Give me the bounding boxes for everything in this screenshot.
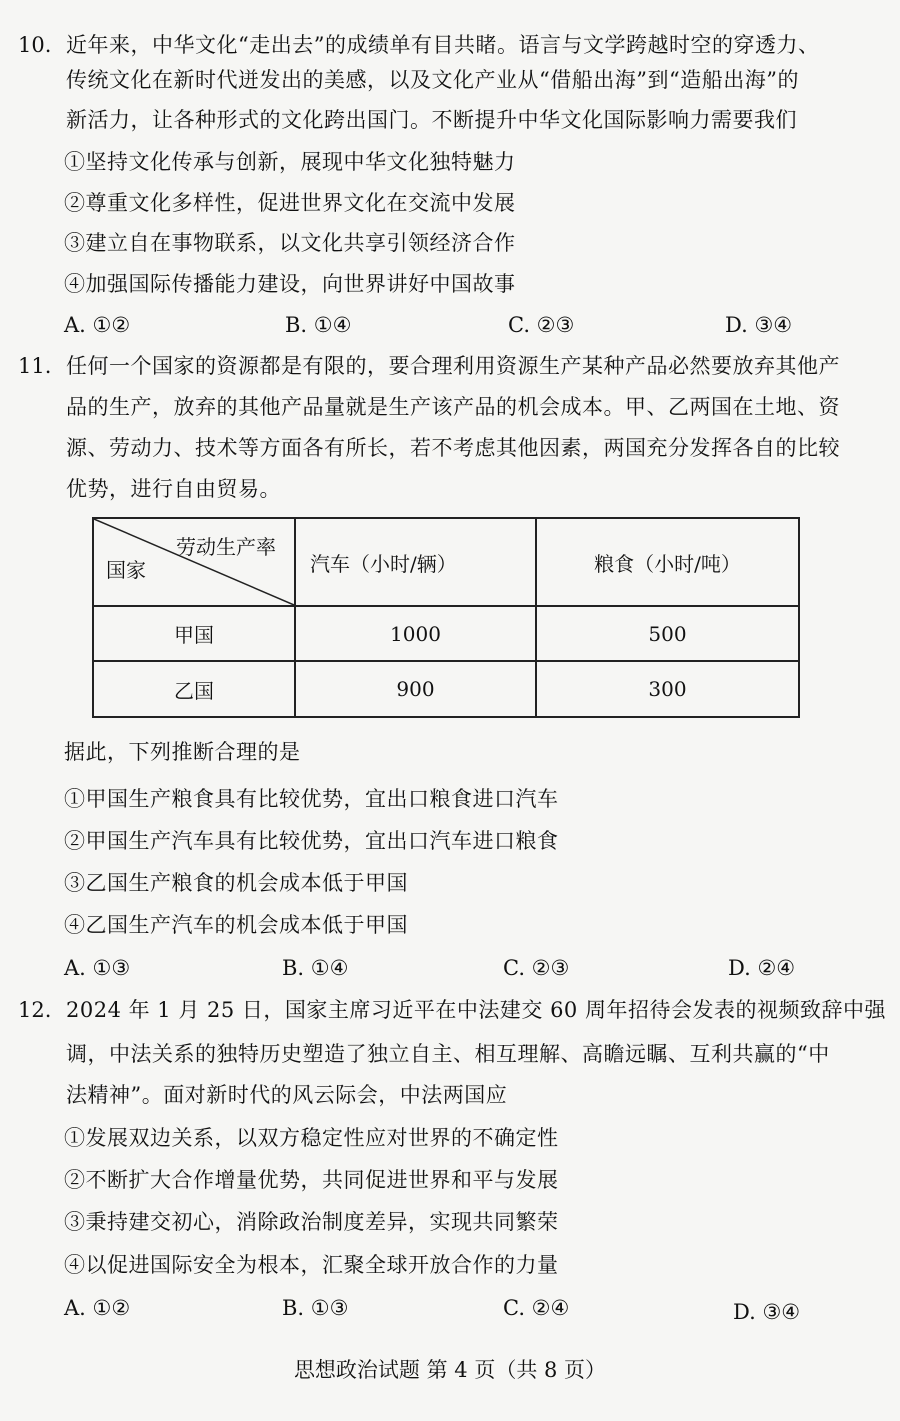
answer-option-b: B. ①④ xyxy=(282,956,349,980)
cell-car: 900 xyxy=(295,661,536,717)
page-footer: 思想政治试题 第 4 页（共 8 页） xyxy=(293,1358,607,1382)
statement-item: ②尊重文化多样性，促进世界文化在交流中发展 xyxy=(64,191,516,215)
table-corner-cell xyxy=(93,518,295,606)
corner-header-bottom: 国家 xyxy=(106,558,146,582)
row-country: 乙国 xyxy=(93,661,295,717)
question-text-line: 法精神”。面对新时代的风云际会，中法两国应 xyxy=(66,1083,508,1107)
question-number: 12. xyxy=(18,998,52,1022)
question-text-line: 2024 年 1 月 25 日，国家主席习近平在中法建交 60 周年招待会发表的视频致辞中强 xyxy=(66,998,886,1022)
question-text-line: 源、劳动力、技术等方面各有所长，若不考虑其他因素，两国充分发挥各自的比较 xyxy=(66,436,840,460)
productivity-table xyxy=(92,517,800,718)
table-row xyxy=(93,661,799,717)
question-prompt: 据此，下列推断合理的是 xyxy=(64,740,301,764)
cell-grain: 500 xyxy=(536,606,799,661)
statement-item: ③乙国生产粮食的机会成本低于甲国 xyxy=(64,871,408,895)
question-number: 10. xyxy=(18,33,52,57)
column-header-car: 汽车（小时/辆） xyxy=(295,518,536,606)
cell-car: 1000 xyxy=(295,606,536,661)
table-row xyxy=(93,606,799,661)
statement-item: ②甲国生产汽车具有比较优势，宜出口汽车进口粮食 xyxy=(64,829,559,853)
statement-item: ④加强国际传播能力建设，向世界讲好中国故事 xyxy=(64,272,516,296)
statement-item: ③秉持建交初心，消除政治制度差异，实现共同繁荣 xyxy=(64,1210,559,1234)
answer-option-c: C. ②③ xyxy=(503,956,570,980)
answer-option-d: D. ③④ xyxy=(733,1300,801,1324)
statement-item: ①发展双边关系，以双方稳定性应对世界的不确定性 xyxy=(64,1126,559,1150)
answer-option-c: C. ②③ xyxy=(508,313,575,337)
column-header-grain: 粮食（小时/吨） xyxy=(536,518,799,606)
question-number: 11. xyxy=(18,354,52,378)
answer-option-b: B. ①③ xyxy=(282,1296,349,1320)
question-text-line: 传统文化在新时代迸发出的美感，以及文化产业从“借船出海”到“造船出海”的 xyxy=(66,68,799,92)
question-text-line: 新活力，让各种形式的文化跨出国门。不断提升中华文化国际影响力需要我们 xyxy=(66,108,797,132)
answer-option-c: C. ②④ xyxy=(503,1296,570,1320)
answer-option-d: D. ③④ xyxy=(725,313,793,337)
question-text-line: 优势，进行自由贸易。 xyxy=(66,477,281,501)
answer-option-a: A. ①③ xyxy=(64,956,131,980)
cell-grain: 300 xyxy=(536,661,799,717)
question-text-line: 近年来，中华文化“走出去”的成绩单有目共睹。语言与文学跨越时空的穿透力、 xyxy=(66,33,820,57)
corner-header-top: 劳动生产率 xyxy=(176,535,276,559)
statement-item: ①甲国生产粮食具有比较优势，宜出口粮食进口汽车 xyxy=(64,787,559,811)
statement-item: ①坚持文化传承与创新，展现中华文化独特魅力 xyxy=(64,150,516,174)
statement-item: ④以促进国际安全为根本，汇聚全球开放合作的力量 xyxy=(64,1253,559,1277)
answer-option-a: A. ①② xyxy=(64,1296,131,1320)
row-country: 甲国 xyxy=(93,606,295,661)
statement-item: ④乙国生产汽车的机会成本低于甲国 xyxy=(64,913,408,937)
statement-item: ③建立自在事物联系，以文化共享引领经济合作 xyxy=(64,231,516,255)
answer-option-d: D. ②④ xyxy=(728,956,796,980)
statement-item: ②不断扩大合作增量优势，共同促进世界和平与发展 xyxy=(64,1168,559,1192)
answer-option-a: A. ①② xyxy=(64,313,131,337)
question-text-line: 品的生产，放弃的其他产品量就是生产该产品的机会成本。甲、乙两国在土地、资 xyxy=(66,395,840,419)
question-text-line: 调，中法关系的独特历史塑造了独立自主、相互理解、高瞻远瞩、互利共赢的“中 xyxy=(66,1042,830,1066)
question-text-line: 任何一个国家的资源都是有限的，要合理利用资源生产某种产品必然要放弃其他产 xyxy=(66,354,840,378)
answer-option-b: B. ①④ xyxy=(285,313,352,337)
